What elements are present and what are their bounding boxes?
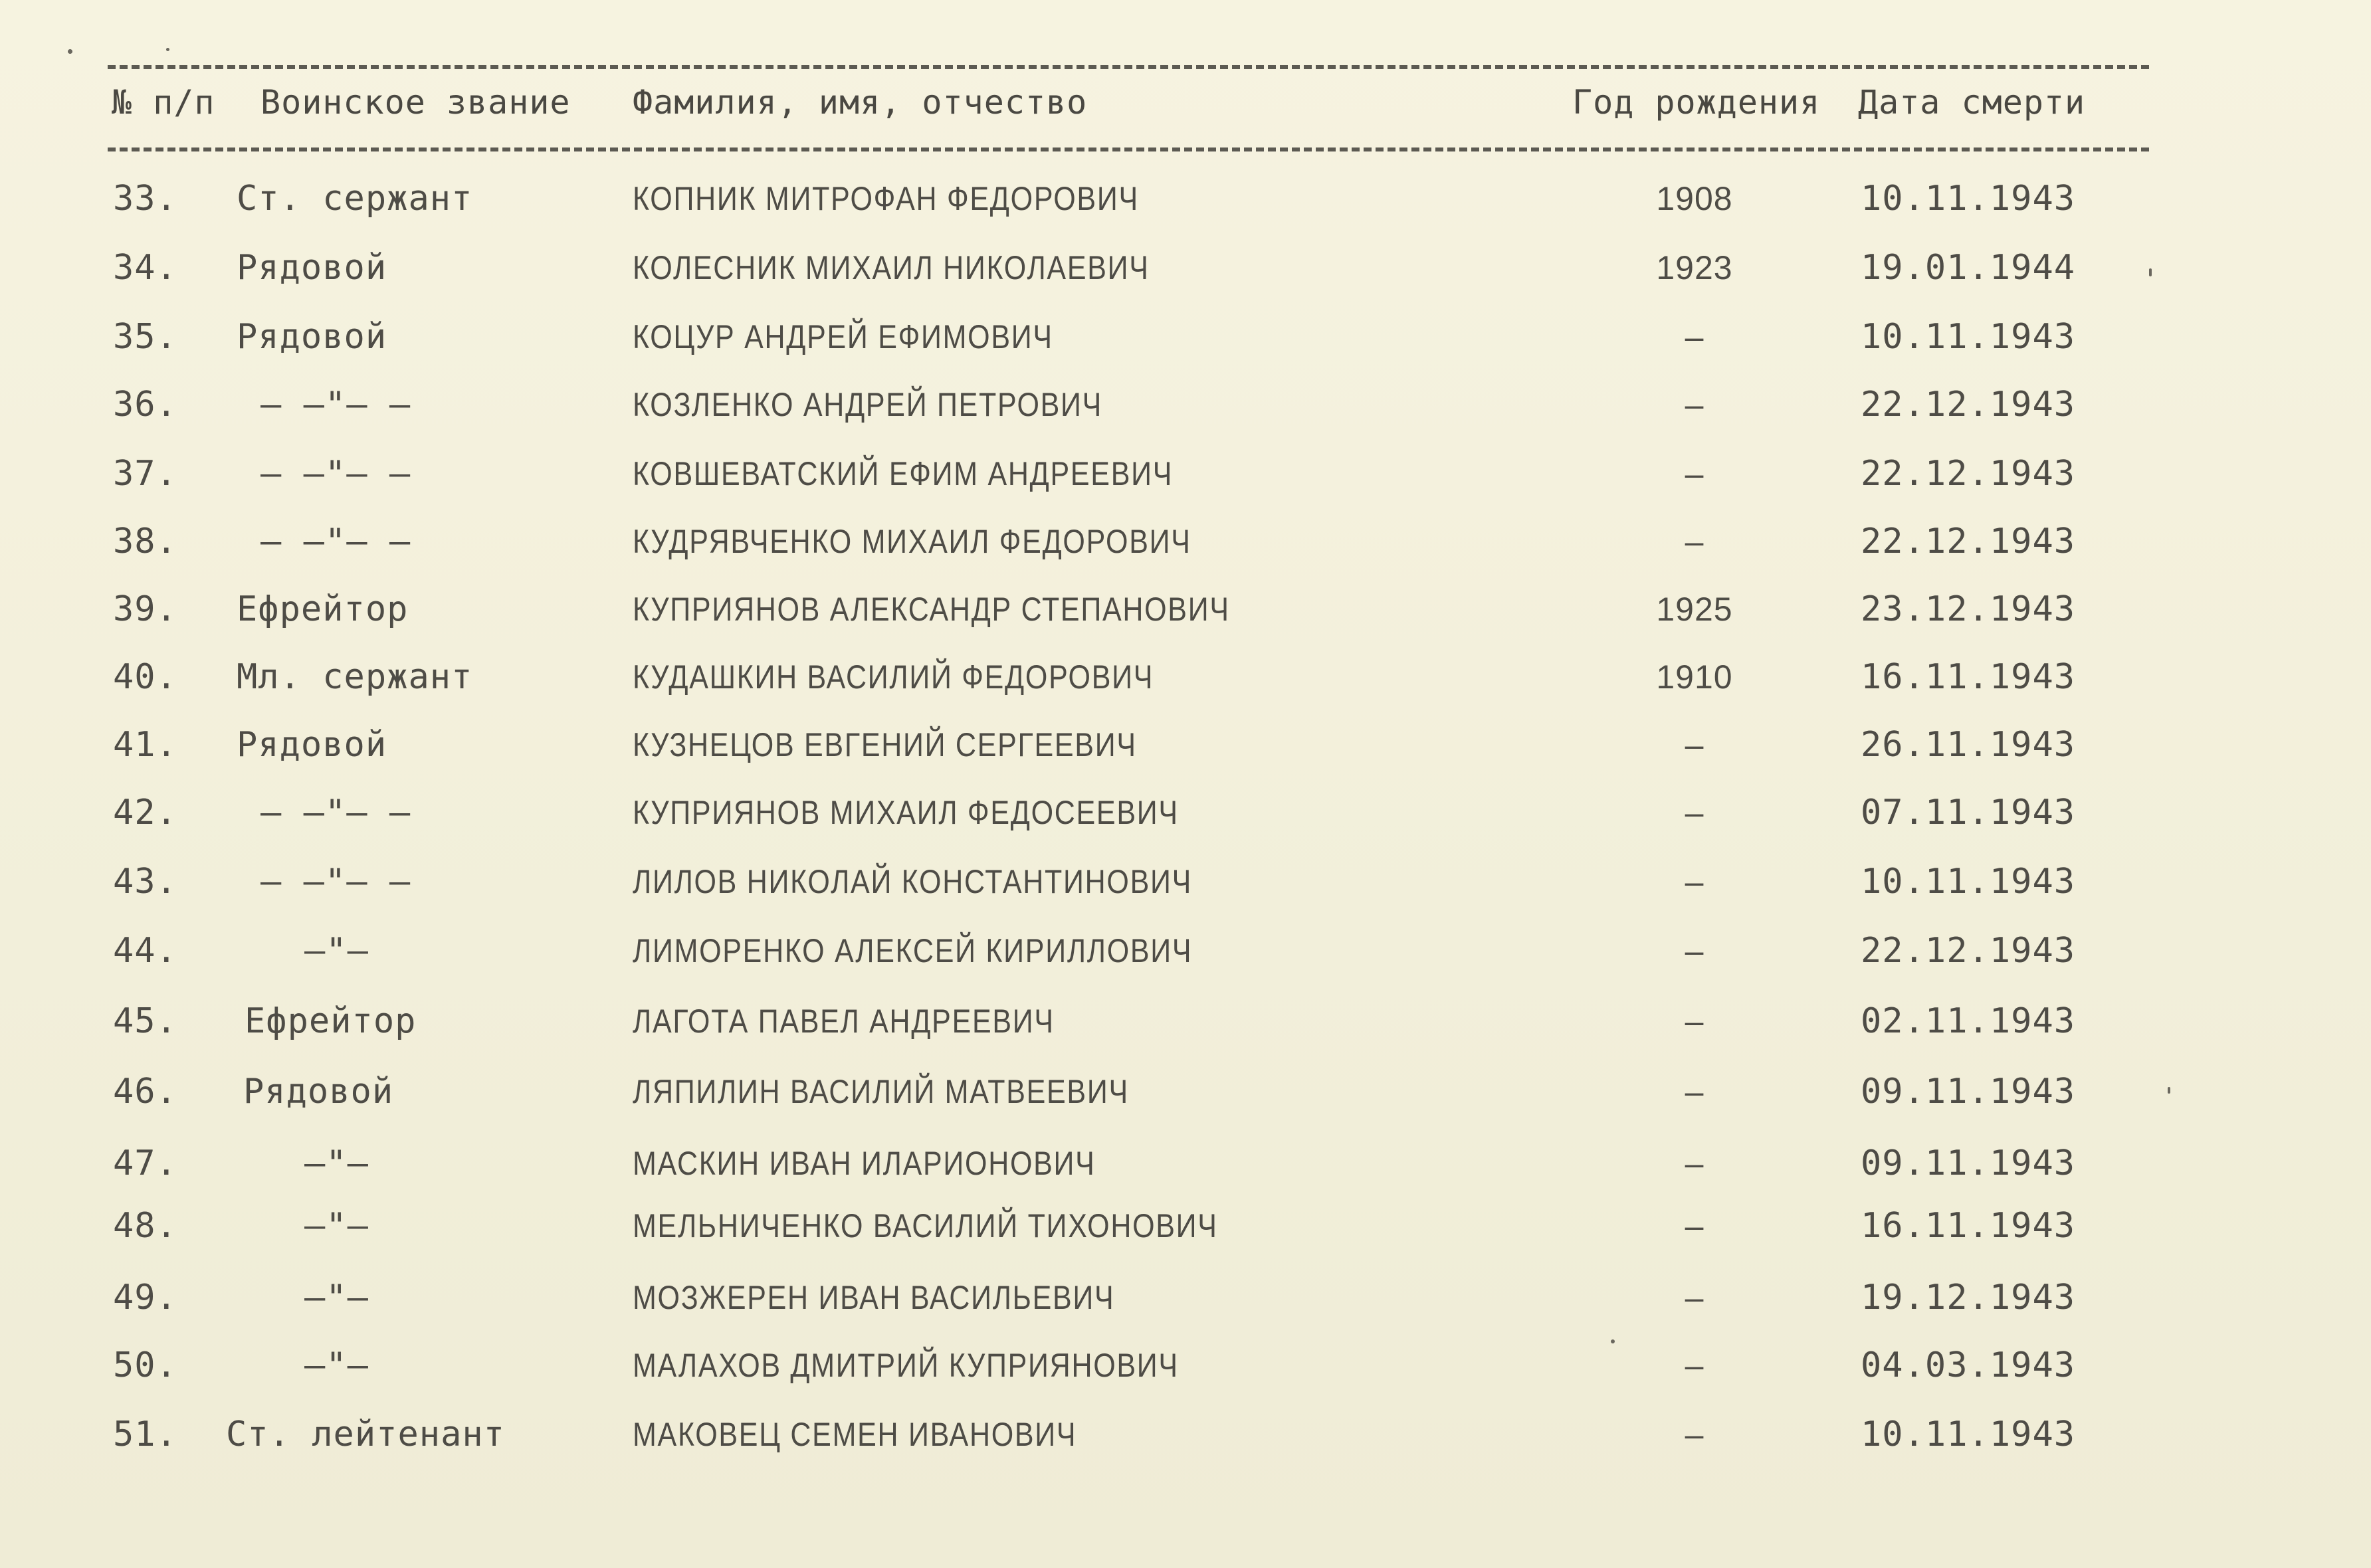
- row-full-name: КУДРЯВЧЕНКО МИХАИЛ ФЕДОРОВИЧ: [633, 523, 1191, 560]
- row-number: 40.: [113, 657, 177, 697]
- row-number: 47.: [113, 1143, 177, 1183]
- row-full-name: КОЛЕСНИК МИХАИЛ НИКОЛАЕВИЧ: [633, 249, 1150, 286]
- row-birth-year: –: [1685, 1416, 1704, 1453]
- row-number: 33.: [113, 179, 177, 219]
- row-number: 45.: [113, 1001, 177, 1041]
- header-full-name: Фамилия, имя, отчество: [633, 83, 1088, 122]
- row-birth-year: –: [1685, 1207, 1704, 1244]
- row-full-name: КУЗНЕЦОВ ЕВГЕНИЙ СЕРГЕЕВИЧ: [633, 726, 1137, 763]
- row-number: 42.: [113, 793, 177, 833]
- row-rank: Ефрейтор: [237, 589, 409, 629]
- row-death-date: 16.11.1943: [1861, 657, 2076, 697]
- row-full-name: КУПРИЯНОВ АЛЕКСАНДР СТЕПАНОВИЧ: [633, 591, 1230, 628]
- table-row: [0, 858, 2371, 905]
- row-death-date: 22.12.1943: [1861, 931, 2076, 971]
- row-rank: Ефрейтор: [245, 1001, 417, 1041]
- row-number: 34.: [113, 248, 177, 288]
- table-row: [0, 722, 2371, 768]
- row-death-date: 22.12.1943: [1861, 522, 2076, 561]
- row-rank: –"–: [304, 931, 369, 971]
- row-rank: Мл. сержант: [237, 657, 473, 697]
- row-number: 38.: [113, 522, 177, 561]
- row-birth-year: –: [1685, 1347, 1704, 1384]
- row-number: 46.: [113, 1072, 177, 1112]
- row-birth-year: 1923: [1656, 249, 1733, 286]
- row-number: 44.: [113, 931, 177, 971]
- row-death-date: 22.12.1943: [1861, 454, 2076, 494]
- row-death-date: 07.11.1943: [1861, 793, 2076, 833]
- row-birth-year: –: [1685, 1279, 1704, 1316]
- header-bottom-dashed-rule: [108, 147, 2149, 151]
- row-rank: – –"– –: [260, 454, 411, 494]
- row-birth-year: –: [1685, 318, 1704, 355]
- ink-speck: [166, 48, 169, 51]
- row-rank: Рядовой: [237, 317, 387, 357]
- row-rank: Рядовой: [243, 1072, 394, 1112]
- row-full-name: КОЦУР АНДРЕЙ ЕФИМОВИЧ: [633, 318, 1053, 355]
- table-row: [0, 789, 2371, 836]
- table-row: [0, 654, 2371, 700]
- row-death-date: 10.11.1943: [1861, 317, 2076, 357]
- row-death-date: 16.11.1943: [1861, 1206, 2076, 1246]
- table-row: [0, 1411, 2371, 1458]
- row-birth-year: –: [1685, 386, 1704, 423]
- row-rank: –"–: [304, 1345, 369, 1385]
- row-birth-year: –: [1685, 455, 1704, 492]
- row-full-name: МАЛАХОВ ДМИТРИЙ КУПРИЯНОВИЧ: [633, 1347, 1179, 1384]
- row-death-date: 10.11.1943: [1861, 179, 2076, 219]
- row-number: 41.: [113, 725, 177, 765]
- table-row: [0, 1342, 2371, 1389]
- table-row: [0, 314, 2371, 360]
- row-death-date: 09.11.1943: [1861, 1143, 2076, 1183]
- row-full-name: КОВШЕВАТСКИЙ ЕФИМ АНДРЕЕВИЧ: [633, 455, 1174, 492]
- row-rank: – –"– –: [260, 793, 411, 833]
- row-full-name: ЛИМОРЕНКО АЛЕКСЕЙ КИРИЛЛОВИЧ: [633, 932, 1193, 969]
- row-full-name: КУДАШКИН ВАСИЛИЙ ФЕДОРОВИЧ: [633, 658, 1154, 696]
- table-row: [0, 1274, 2371, 1321]
- ink-speck: [2149, 268, 2152, 276]
- row-birth-year: –: [1685, 1003, 1704, 1040]
- row-rank: –"–: [304, 1143, 369, 1183]
- table-row: [0, 450, 2371, 497]
- row-birth-year: –: [1685, 932, 1704, 969]
- row-death-date: 09.11.1943: [1861, 1072, 2076, 1112]
- table-row: [0, 1203, 2371, 1249]
- table-row: [0, 175, 2371, 222]
- row-birth-year: –: [1685, 726, 1704, 763]
- row-number: 49.: [113, 1278, 177, 1318]
- row-death-date: 02.11.1943: [1861, 1001, 2076, 1041]
- ink-speck: [1611, 1339, 1615, 1343]
- row-full-name: ЛАГОТА ПАВЕЛ АНДРЕЕВИЧ: [633, 1003, 1055, 1040]
- row-death-date: 26.11.1943: [1861, 725, 2076, 765]
- row-full-name: МАСКИН ИВАН ИЛАРИОНОВИЧ: [633, 1145, 1096, 1182]
- row-number: 48.: [113, 1206, 177, 1246]
- row-death-date: 10.11.1943: [1861, 1415, 2076, 1454]
- row-death-date: 04.03.1943: [1861, 1345, 2076, 1385]
- header-death-date: Дата смерти: [1858, 83, 2086, 122]
- row-full-name: МАКОВЕЦ СЕМЕН ИВАНОВИЧ: [633, 1416, 1077, 1453]
- row-death-date: 19.12.1943: [1861, 1278, 2076, 1318]
- row-birth-year: 1925: [1656, 591, 1733, 628]
- header-rank: Воинское звание: [260, 83, 571, 122]
- row-full-name: МЕЛЬНИЧЕНКО ВАСИЛИЙ ТИХОНОВИЧ: [633, 1207, 1218, 1244]
- row-rank: Рядовой: [237, 248, 387, 288]
- table-row: [0, 245, 2371, 291]
- table-row: [0, 1068, 2371, 1115]
- header-birth-year: Год рождения: [1572, 83, 1821, 122]
- row-birth-year: –: [1685, 863, 1704, 900]
- row-rank: Ст. лейтенант: [226, 1415, 505, 1454]
- row-death-date: 19.01.1944: [1861, 248, 2076, 288]
- row-rank: –"–: [304, 1206, 369, 1246]
- row-birth-year: –: [1685, 1145, 1704, 1182]
- row-full-name: КОПНИК МИТРОФАН ФЕДОРОВИЧ: [633, 180, 1139, 217]
- row-death-date: 23.12.1943: [1861, 589, 2076, 629]
- ink-speck: [2168, 1087, 2170, 1094]
- table-row: [0, 518, 2371, 565]
- row-number: 35.: [113, 317, 177, 357]
- row-rank: Ст. сержант: [237, 179, 473, 219]
- row-rank: –"–: [304, 1278, 369, 1318]
- row-rank: – –"– –: [260, 385, 411, 425]
- row-birth-year: –: [1685, 794, 1704, 831]
- row-full-name: ЛЯПИЛИН ВАСИЛИЙ МАТВЕЕВИЧ: [633, 1073, 1129, 1110]
- row-death-date: 22.12.1943: [1861, 385, 2076, 425]
- row-birth-year: 1910: [1656, 658, 1733, 696]
- row-birth-year: –: [1685, 523, 1704, 560]
- table-row: [0, 1140, 2371, 1187]
- row-number: 36.: [113, 385, 177, 425]
- table-row: [0, 586, 2371, 633]
- table-row: [0, 928, 2371, 974]
- row-full-name: КОЗЛЕНКО АНДРЕЙ ПЕТРОВИЧ: [633, 386, 1103, 423]
- row-full-name: ЛИЛОВ НИКОЛАЙ КОНСТАНТИНОВИЧ: [633, 863, 1193, 900]
- header-number: № п/п: [112, 83, 215, 122]
- row-number: 39.: [113, 589, 177, 629]
- ink-speck: [68, 49, 72, 54]
- table-row: [0, 998, 2371, 1044]
- row-number: 37.: [113, 454, 177, 494]
- row-death-date: 10.11.1943: [1861, 862, 2076, 902]
- row-birth-year: 1908: [1656, 180, 1733, 217]
- header-top-dashed-rule: [108, 65, 2149, 69]
- table-row: [0, 381, 2371, 428]
- row-rank: – –"– –: [260, 862, 411, 902]
- row-full-name: КУПРИЯНОВ МИХАИЛ ФЕДОСЕЕВИЧ: [633, 794, 1179, 831]
- row-rank: – –"– –: [260, 522, 411, 561]
- row-rank: Рядовой: [237, 725, 387, 765]
- row-birth-year: –: [1685, 1073, 1704, 1110]
- row-full-name: МОЗЖЕРЕН ИВАН ВАСИЛЬЕВИЧ: [633, 1279, 1115, 1316]
- row-number: 43.: [113, 862, 177, 902]
- row-number: 50.: [113, 1345, 177, 1385]
- row-number: 51.: [113, 1415, 177, 1454]
